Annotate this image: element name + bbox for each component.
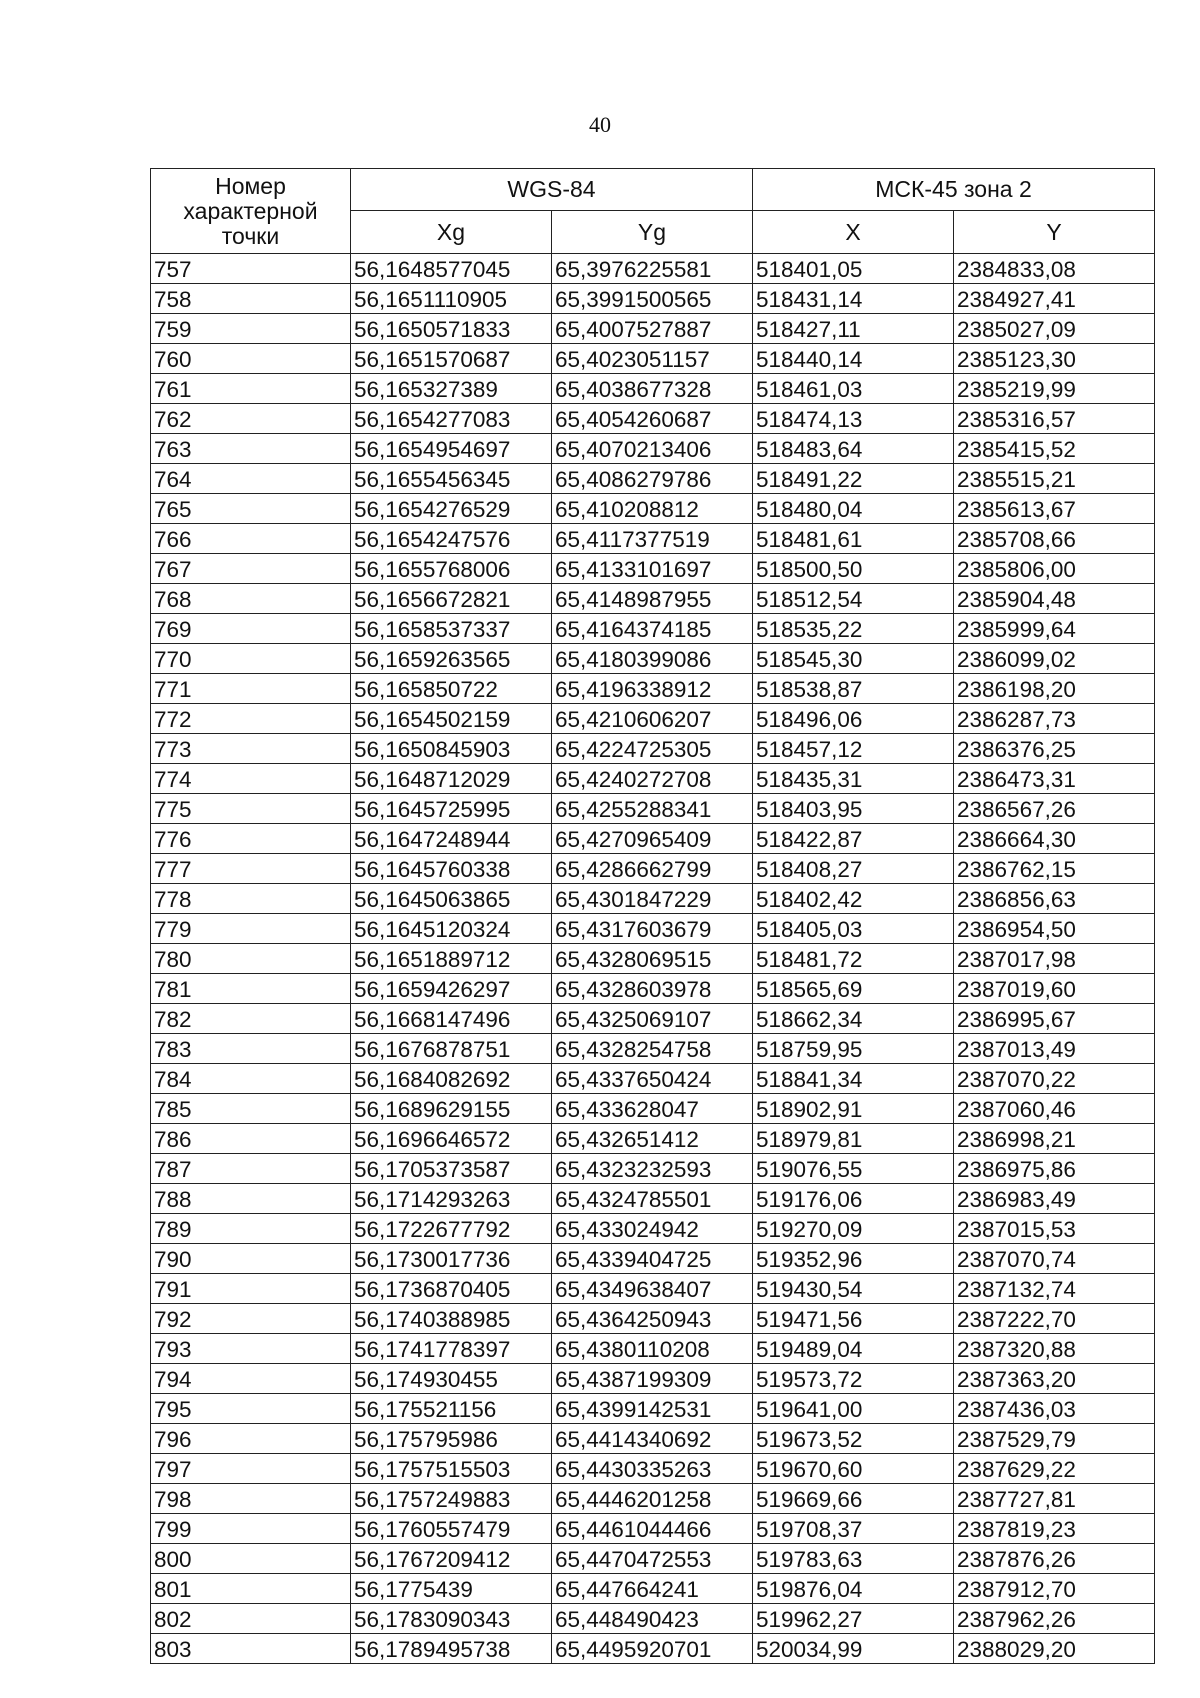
x-cell: 519489,04	[753, 1334, 954, 1364]
yg-cell: 65,4054260687	[552, 404, 753, 434]
y-cell: 2385027,09	[954, 314, 1155, 344]
x-cell: 518431,14	[753, 284, 954, 314]
x-cell: 518405,03	[753, 914, 954, 944]
xg-cell: 56,1655768006	[351, 554, 552, 584]
table-row	[151, 1484, 1155, 1514]
x-cell: 519783,63	[753, 1544, 954, 1574]
y-cell: 2386664,30	[954, 824, 1155, 854]
yg-cell: 65,4337650424	[552, 1064, 753, 1094]
x-cell: 519076,55	[753, 1154, 954, 1184]
x-cell: 518979,81	[753, 1124, 954, 1154]
y-cell: 2385708,66	[954, 524, 1155, 554]
x-cell: 518483,64	[753, 434, 954, 464]
xg-cell: 56,1651570687	[351, 344, 552, 374]
point-number-cell: 769	[151, 614, 351, 644]
xg-cell: 56,1676878751	[351, 1034, 552, 1064]
yg-cell: 65,4023051157	[552, 344, 753, 374]
x-cell: 518401,05	[753, 254, 954, 284]
table-header-row-1	[151, 169, 1155, 211]
y-cell: 2386762,15	[954, 854, 1155, 884]
point-number-cell: 777	[151, 854, 351, 884]
xg-cell: 56,1659426297	[351, 974, 552, 1004]
x-cell: 520034,99	[753, 1634, 954, 1664]
table-row	[151, 1274, 1155, 1304]
table-row	[151, 254, 1155, 284]
table-row	[151, 944, 1155, 974]
x-cell: 519876,04	[753, 1574, 954, 1604]
y-cell: 2387019,60	[954, 974, 1155, 1004]
table-row	[151, 1604, 1155, 1634]
y-cell: 2386287,73	[954, 704, 1155, 734]
xg-cell: 56,1645120324	[351, 914, 552, 944]
yg-cell: 65,4414340692	[552, 1424, 753, 1454]
x-cell: 519673,52	[753, 1424, 954, 1454]
x-cell: 518403,95	[753, 794, 954, 824]
point-number-cell: 765	[151, 494, 351, 524]
y-cell: 2385613,67	[954, 494, 1155, 524]
point-header-line-3: точки	[221, 222, 280, 249]
yg-cell: 65,4446201258	[552, 1484, 753, 1514]
xg-cell: 56,174930455	[351, 1364, 552, 1394]
xg-cell: 56,1760557479	[351, 1514, 552, 1544]
xg-cell: 56,1648577045	[351, 254, 552, 284]
point-number-cell: 786	[151, 1124, 351, 1154]
x-cell: 518512,54	[753, 584, 954, 614]
x-cell: 518545,30	[753, 644, 954, 674]
xg-cell: 56,1658537337	[351, 614, 552, 644]
yg-cell: 65,4364250943	[552, 1304, 753, 1334]
x-cell: 518500,50	[753, 554, 954, 584]
yg-cell: 65,4328069515	[552, 944, 753, 974]
point-number-cell: 785	[151, 1094, 351, 1124]
xg-cell: 56,1689629155	[351, 1094, 552, 1124]
xg-cell: 56,1783090343	[351, 1604, 552, 1634]
table-row	[151, 1334, 1155, 1364]
point-number-cell: 791	[151, 1274, 351, 1304]
xg-cell: 56,1736870405	[351, 1274, 552, 1304]
yg-cell: 65,4038677328	[552, 374, 753, 404]
x-cell: 519270,09	[753, 1214, 954, 1244]
yg-cell: 65,4399142531	[552, 1394, 753, 1424]
x-cell: 518902,91	[753, 1094, 954, 1124]
y-cell: 2386198,20	[954, 674, 1155, 704]
yg-cell: 65,4164374185	[552, 614, 753, 644]
xg-cell: 56,1684082692	[351, 1064, 552, 1094]
y-cell: 2387132,74	[954, 1274, 1155, 1304]
yg-cell: 65,4196338912	[552, 674, 753, 704]
table-row	[151, 614, 1155, 644]
xg-cell: 56,1654502159	[351, 704, 552, 734]
xg-cell: 56,1659263565	[351, 644, 552, 674]
yg-cell: 65,4301847229	[552, 884, 753, 914]
x-cell: 519641,00	[753, 1394, 954, 1424]
y-cell: 2385219,99	[954, 374, 1155, 404]
y-column-header: Y	[954, 211, 1155, 254]
point-number-cell: 779	[151, 914, 351, 944]
yg-cell: 65,4240272708	[552, 764, 753, 794]
yg-cell: 65,3991500565	[552, 284, 753, 314]
point-number-cell: 789	[151, 1214, 351, 1244]
point-number-cell: 782	[151, 1004, 351, 1034]
table-row	[151, 1514, 1155, 1544]
y-cell: 2387015,53	[954, 1214, 1155, 1244]
yg-cell: 65,4325069107	[552, 1004, 753, 1034]
y-cell: 2387819,23	[954, 1514, 1155, 1544]
y-cell: 2386856,63	[954, 884, 1155, 914]
y-cell: 2387222,70	[954, 1304, 1155, 1334]
point-number-cell: 773	[151, 734, 351, 764]
xg-cell: 56,1714293263	[351, 1184, 552, 1214]
point-number-cell: 780	[151, 944, 351, 974]
point-number-cell: 764	[151, 464, 351, 494]
table-row	[151, 284, 1155, 314]
xg-cell: 56,1650845903	[351, 734, 552, 764]
y-cell: 2387436,03	[954, 1394, 1155, 1424]
xg-cell: 56,1730017736	[351, 1244, 552, 1274]
point-number-cell: 787	[151, 1154, 351, 1184]
y-cell: 2387017,98	[954, 944, 1155, 974]
y-cell: 2385904,48	[954, 584, 1155, 614]
y-cell: 2387912,70	[954, 1574, 1155, 1604]
y-cell: 2385123,30	[954, 344, 1155, 374]
yg-cell: 65,4339404725	[552, 1244, 753, 1274]
y-cell: 2384927,41	[954, 284, 1155, 314]
xg-cell: 56,1775439	[351, 1574, 552, 1604]
xg-cell: 56,165327389	[351, 374, 552, 404]
x-cell: 519670,60	[753, 1454, 954, 1484]
point-header-line-1: Номер	[215, 172, 286, 199]
xg-cell: 56,165850722	[351, 674, 552, 704]
point-number-cell: 776	[151, 824, 351, 854]
point-number-cell: 768	[151, 584, 351, 614]
x-cell: 518481,72	[753, 944, 954, 974]
point-number-cell: 762	[151, 404, 351, 434]
table-row	[151, 1184, 1155, 1214]
xg-cell: 56,1789495738	[351, 1634, 552, 1664]
xg-cell: 56,1648712029	[351, 764, 552, 794]
x-column-header: X	[753, 211, 954, 254]
x-cell: 519708,37	[753, 1514, 954, 1544]
table-row	[151, 1634, 1155, 1664]
yg-cell: 65,4470472553	[552, 1544, 753, 1574]
point-number-cell: 794	[151, 1364, 351, 1394]
yg-cell: 65,4086279786	[552, 464, 753, 494]
xg-cell: 56,1654277083	[351, 404, 552, 434]
table-row	[151, 1004, 1155, 1034]
point-number-cell: 766	[151, 524, 351, 554]
x-cell: 518474,13	[753, 404, 954, 434]
y-cell: 2386473,31	[954, 764, 1155, 794]
xg-column-header: Xg	[351, 211, 552, 254]
y-cell: 2386567,26	[954, 794, 1155, 824]
xg-cell: 56,1757515503	[351, 1454, 552, 1484]
y-cell: 2387320,88	[954, 1334, 1155, 1364]
yg-cell: 65,4007527887	[552, 314, 753, 344]
table-row	[151, 1574, 1155, 1604]
xg-cell: 56,1656672821	[351, 584, 552, 614]
table-row	[151, 974, 1155, 1004]
xg-cell: 56,175795986	[351, 1424, 552, 1454]
xg-cell: 56,1651889712	[351, 944, 552, 974]
x-cell: 518496,06	[753, 704, 954, 734]
yg-cell: 65,4328254758	[552, 1034, 753, 1064]
x-cell: 518435,31	[753, 764, 954, 794]
table-row	[151, 1394, 1155, 1424]
y-cell: 2387060,46	[954, 1094, 1155, 1124]
xg-cell: 56,1668147496	[351, 1004, 552, 1034]
table-row	[151, 1154, 1155, 1184]
table-row	[151, 1364, 1155, 1394]
point-number-cell: 781	[151, 974, 351, 1004]
yg-cell: 65,447664241	[552, 1574, 753, 1604]
yg-cell: 65,433628047	[552, 1094, 753, 1124]
x-cell: 518427,11	[753, 314, 954, 344]
x-cell: 518461,03	[753, 374, 954, 404]
point-number-cell: 801	[151, 1574, 351, 1604]
yg-cell: 65,4324785501	[552, 1184, 753, 1214]
table-row	[151, 1214, 1155, 1244]
xg-cell: 56,1645063865	[351, 884, 552, 914]
y-cell: 2386983,49	[954, 1184, 1155, 1214]
xg-cell: 56,1654247576	[351, 524, 552, 554]
table-row	[151, 584, 1155, 614]
msk45-group-header: МСК-45 зона 2	[753, 169, 1155, 211]
y-cell: 2387962,26	[954, 1604, 1155, 1634]
table-row	[151, 674, 1155, 704]
point-number-cell: 802	[151, 1604, 351, 1634]
yg-cell: 65,4070213406	[552, 434, 753, 464]
x-cell: 519573,72	[753, 1364, 954, 1394]
yg-cell: 65,4495920701	[552, 1634, 753, 1664]
x-cell: 518538,87	[753, 674, 954, 704]
table-row	[151, 1034, 1155, 1064]
yg-cell: 65,4224725305	[552, 734, 753, 764]
point-number-cell: 783	[151, 1034, 351, 1064]
x-cell: 518565,69	[753, 974, 954, 1004]
point-number-cell: 763	[151, 434, 351, 464]
xg-cell: 56,1645760338	[351, 854, 552, 884]
yg-cell: 65,433024942	[552, 1214, 753, 1244]
xg-cell: 56,1696646572	[351, 1124, 552, 1154]
x-cell: 518759,95	[753, 1034, 954, 1064]
xg-cell: 56,1741778397	[351, 1334, 552, 1364]
table-row	[151, 1094, 1155, 1124]
xg-cell: 56,1654954697	[351, 434, 552, 464]
point-number-cell: 771	[151, 674, 351, 704]
yg-cell: 65,448490423	[552, 1604, 753, 1634]
x-cell: 518480,04	[753, 494, 954, 524]
y-cell: 2387629,22	[954, 1454, 1155, 1484]
table-row	[151, 1244, 1155, 1274]
yg-cell: 65,432651412	[552, 1124, 753, 1154]
point-number-cell: 799	[151, 1514, 351, 1544]
point-number-cell: 757	[151, 254, 351, 284]
table-row	[151, 824, 1155, 854]
xg-cell: 56,1705373587	[351, 1154, 552, 1184]
x-cell: 518841,34	[753, 1064, 954, 1094]
y-cell: 2387070,74	[954, 1244, 1155, 1274]
yg-cell: 65,4430335263	[552, 1454, 753, 1484]
yg-cell: 65,4180399086	[552, 644, 753, 674]
y-cell: 2384833,08	[954, 254, 1155, 284]
table-row	[151, 524, 1155, 554]
point-number-cell: 803	[151, 1634, 351, 1664]
point-number-cell: 770	[151, 644, 351, 674]
x-cell: 519471,56	[753, 1304, 954, 1334]
yg-cell: 65,4349638407	[552, 1274, 753, 1304]
y-cell: 2386998,21	[954, 1124, 1155, 1154]
table-body	[151, 254, 1155, 1664]
wgs84-group-header: WGS-84	[351, 169, 753, 211]
table-row	[151, 1064, 1155, 1094]
table-row	[151, 554, 1155, 584]
y-cell: 2387727,81	[954, 1484, 1155, 1514]
x-cell: 519352,96	[753, 1244, 954, 1274]
yg-cell: 65,4461044466	[552, 1514, 753, 1544]
y-cell: 2385515,21	[954, 464, 1155, 494]
point-number-header	[151, 169, 351, 254]
xg-cell: 56,1645725995	[351, 794, 552, 824]
x-cell: 519176,06	[753, 1184, 954, 1214]
point-number-cell: 795	[151, 1394, 351, 1424]
x-cell: 518481,61	[753, 524, 954, 554]
x-cell: 518535,22	[753, 614, 954, 644]
y-cell: 2385806,00	[954, 554, 1155, 584]
yg-cell: 65,410208812	[552, 494, 753, 524]
y-cell: 2388029,20	[954, 1634, 1155, 1664]
y-cell: 2386099,02	[954, 644, 1155, 674]
point-number-cell: 792	[151, 1304, 351, 1334]
yg-cell: 65,4270965409	[552, 824, 753, 854]
yg-cell: 65,4133101697	[552, 554, 753, 584]
x-cell: 518440,14	[753, 344, 954, 374]
point-number-cell: 761	[151, 374, 351, 404]
table-row	[151, 1544, 1155, 1574]
table-row	[151, 374, 1155, 404]
xg-cell: 56,1722677792	[351, 1214, 552, 1244]
point-number-cell: 788	[151, 1184, 351, 1214]
table-row	[151, 1424, 1155, 1454]
table-row	[151, 644, 1155, 674]
x-cell: 518402,42	[753, 884, 954, 914]
point-number-cell: 793	[151, 1334, 351, 1364]
xg-cell: 56,1757249883	[351, 1484, 552, 1514]
y-cell: 2387363,20	[954, 1364, 1155, 1394]
x-cell: 518662,34	[753, 1004, 954, 1034]
coordinates-table	[150, 168, 1155, 1664]
xg-cell: 56,175521156	[351, 1394, 552, 1424]
y-cell: 2385415,52	[954, 434, 1155, 464]
point-number-cell: 800	[151, 1544, 351, 1574]
table-row	[151, 794, 1155, 824]
yg-cell: 65,4210606207	[552, 704, 753, 734]
x-cell: 519430,54	[753, 1274, 954, 1304]
yg-cell: 65,4380110208	[552, 1334, 753, 1364]
table-row	[151, 704, 1155, 734]
point-number-cell: 790	[151, 1244, 351, 1274]
yg-cell: 65,4317603679	[552, 914, 753, 944]
page-number: 40	[589, 112, 611, 137]
point-number-cell: 772	[151, 704, 351, 734]
point-number-cell: 758	[151, 284, 351, 314]
point-number-cell: 784	[151, 1064, 351, 1094]
y-cell: 2385999,64	[954, 614, 1155, 644]
y-cell: 2386995,67	[954, 1004, 1155, 1034]
y-cell: 2387013,49	[954, 1034, 1155, 1064]
x-cell: 518408,27	[753, 854, 954, 884]
point-number-cell: 759	[151, 314, 351, 344]
yg-cell: 65,4148987955	[552, 584, 753, 614]
yg-cell: 65,4255288341	[552, 794, 753, 824]
xg-cell: 56,1767209412	[351, 1544, 552, 1574]
xg-cell: 56,1651110905	[351, 284, 552, 314]
yg-cell: 65,4117377519	[552, 524, 753, 554]
xg-cell: 56,1655456345	[351, 464, 552, 494]
table-row	[151, 1124, 1155, 1154]
point-number-cell: 774	[151, 764, 351, 794]
xg-cell: 56,1650571833	[351, 314, 552, 344]
table-row	[151, 914, 1155, 944]
table-row	[151, 854, 1155, 884]
xg-cell: 56,1740388985	[351, 1304, 552, 1334]
point-number-cell: 760	[151, 344, 351, 374]
x-cell: 519669,66	[753, 1484, 954, 1514]
x-cell: 518457,12	[753, 734, 954, 764]
table-row	[151, 494, 1155, 524]
point-number-cell: 775	[151, 794, 351, 824]
point-number-cell: 798	[151, 1484, 351, 1514]
table-row	[151, 884, 1155, 914]
table-row	[151, 1454, 1155, 1484]
point-number-cell: 767	[151, 554, 351, 584]
yg-cell: 65,4328603978	[552, 974, 753, 1004]
table-row	[151, 464, 1155, 494]
y-cell: 2387876,26	[954, 1544, 1155, 1574]
table-row	[151, 1304, 1155, 1334]
point-header-line-2: характерной	[183, 197, 318, 224]
table-row	[151, 734, 1155, 764]
table-row	[151, 344, 1155, 374]
point-number-cell: 778	[151, 884, 351, 914]
point-number-cell: 797	[151, 1454, 351, 1484]
table-row	[151, 764, 1155, 794]
xg-cell: 56,1647248944	[351, 824, 552, 854]
y-cell: 2386954,50	[954, 914, 1155, 944]
y-cell: 2385316,57	[954, 404, 1155, 434]
yg-column-header: Yg	[552, 211, 753, 254]
x-cell: 519962,27	[753, 1604, 954, 1634]
x-cell: 518491,22	[753, 464, 954, 494]
y-cell: 2386376,25	[954, 734, 1155, 764]
yg-cell: 65,3976225581	[552, 254, 753, 284]
y-cell: 2387529,79	[954, 1424, 1155, 1454]
y-cell: 2387070,22	[954, 1064, 1155, 1094]
x-cell: 518422,87	[753, 824, 954, 854]
yg-cell: 65,4387199309	[552, 1364, 753, 1394]
yg-cell: 65,4323232593	[552, 1154, 753, 1184]
point-number-cell: 796	[151, 1424, 351, 1454]
table-row	[151, 314, 1155, 344]
yg-cell: 65,4286662799	[552, 854, 753, 884]
table-row	[151, 434, 1155, 464]
xg-cell: 56,1654276529	[351, 494, 552, 524]
y-cell: 2386975,86	[954, 1154, 1155, 1184]
table-row	[151, 404, 1155, 434]
